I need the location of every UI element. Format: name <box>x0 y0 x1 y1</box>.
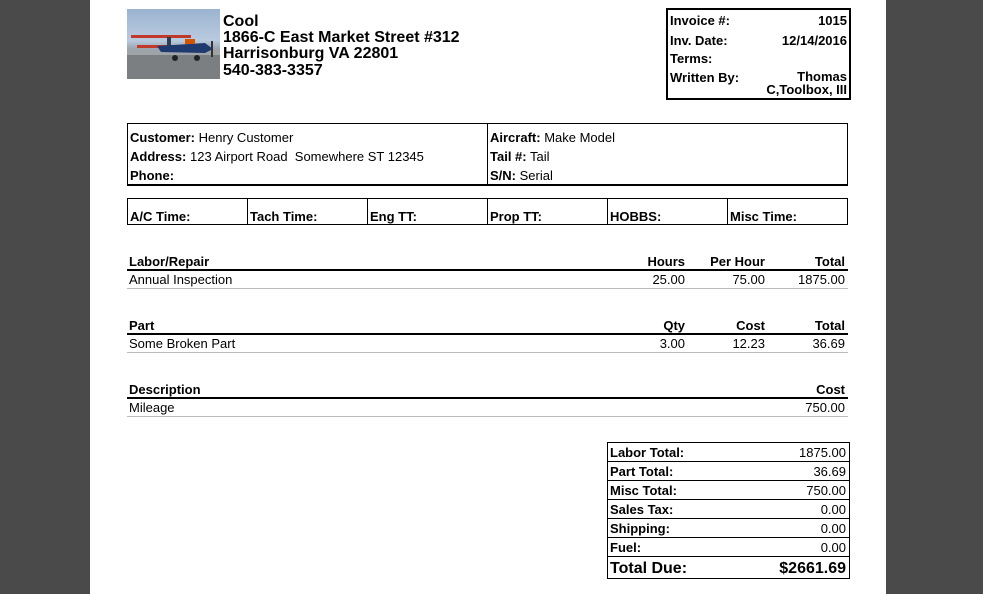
address-line <box>130 149 424 164</box>
labor-row <box>127 271 848 289</box>
customer-address: 123 Airport Road Somewhere ST 12345 <box>189 149 424 164</box>
misc-item: Mileage <box>129 400 175 415</box>
written-by-value <box>766 70 847 96</box>
ac-time-label: A/C Time: <box>130 209 191 224</box>
shipping-row <box>608 519 849 538</box>
misc-col-description: Description <box>129 382 201 397</box>
sales-tax-label: Sales Tax: <box>610 502 674 517</box>
labor-total: 1875.00 <box>798 272 845 287</box>
prop-tt-label: Prop TT: <box>487 199 607 224</box>
misc-row <box>127 399 848 417</box>
customer-name: Henry Customer <box>198 130 294 145</box>
part-total-row <box>608 462 849 481</box>
tach-time-label: Tach Time: <box>247 199 367 224</box>
customer-label: Customer: <box>130 130 196 145</box>
part-total-value: 36.69 <box>813 464 846 479</box>
part-cost: 12.23 <box>732 336 765 351</box>
company-address-line2: Harrisonburg VA 22801 <box>223 45 399 62</box>
parts-col-part: Part <box>129 318 155 333</box>
company-address-line1: 1866-C East Market Street #312 <box>223 29 460 46</box>
invoice-number: 1015 <box>818 13 847 28</box>
labor-item: Annual Inspection <box>129 272 233 287</box>
total-due-label: Total Due: <box>610 560 688 577</box>
part-qty: 3.00 <box>659 336 685 351</box>
written-by-line1: Thomas <box>797 69 847 84</box>
invoice-info-box <box>666 8 851 100</box>
aircraft-line <box>490 130 615 145</box>
address-label: Address: <box>130 149 187 164</box>
customer-line <box>130 130 293 145</box>
parts-col-qty: Qty <box>663 318 685 333</box>
labor-col-hours: Hours <box>647 254 685 269</box>
fuel-value: 0.00 <box>820 540 846 555</box>
phone-label: Phone: <box>130 168 175 183</box>
labor-col-total: Total <box>814 254 845 269</box>
labor-rate: 75.00 <box>732 272 765 287</box>
misc-col-cost: Cost <box>816 382 845 397</box>
terms-label: Terms: <box>670 51 713 66</box>
part-total: 36.69 <box>812 336 845 351</box>
total-due-row <box>608 556 849 578</box>
totals-box <box>607 442 850 579</box>
misc-total-value: 750.00 <box>806 483 846 498</box>
parts-col-total: Total <box>814 318 845 333</box>
phone-line <box>130 168 174 183</box>
sn-value: Serial <box>519 168 553 183</box>
part-total-label: Part Total: <box>610 464 674 479</box>
sales-tax-value: 0.00 <box>820 502 846 517</box>
misc-time-label: Misc Time: <box>727 199 847 224</box>
misc-total-label: Misc Total: <box>610 483 677 498</box>
company-phone: 540-383-3357 <box>223 62 323 79</box>
labor-total-row <box>608 443 849 462</box>
misc-header <box>127 381 848 399</box>
eng-tt-label: Eng TT: <box>367 199 487 224</box>
shipping-label: Shipping: <box>610 521 670 536</box>
labor-col-description: Labor/Repair <box>129 254 210 269</box>
invoice-page <box>90 0 886 594</box>
aircraft-label: Aircraft: <box>490 130 541 145</box>
hobbs-label: HOBBS: <box>607 199 727 224</box>
total-due-value: $2661.69 <box>779 560 846 577</box>
customer-aircraft-divider <box>487 124 488 184</box>
labor-total-value: 1875.00 <box>799 445 846 460</box>
parts-row <box>127 335 848 353</box>
written-by-label: Written By: <box>670 70 740 85</box>
sn-label: S/N: <box>490 168 516 183</box>
misc-total-row <box>608 481 849 500</box>
fuel-row <box>608 538 849 556</box>
parts-header <box>127 317 848 335</box>
sn-line <box>490 168 553 183</box>
labor-total-label: Labor Total: <box>610 445 685 460</box>
tail-line <box>490 149 550 164</box>
aircraft-value: Make Model <box>544 130 616 145</box>
tail-value: Tail <box>530 149 550 164</box>
customer-aircraft-box <box>127 123 848 186</box>
parts-col-cost: Cost <box>736 318 765 333</box>
company-logo-photo <box>127 9 220 79</box>
invoice-date-label: Inv. Date: <box>670 33 728 48</box>
times-box <box>127 198 848 225</box>
part-item: Some Broken Part <box>129 336 236 351</box>
company-name: Cool <box>223 13 259 30</box>
invoice-number-label: Invoice #: <box>670 13 730 28</box>
tail-label: Tail #: <box>490 149 527 164</box>
labor-header <box>127 253 848 271</box>
shipping-value: 0.00 <box>820 521 846 536</box>
invoice-date: 12/14/2016 <box>781 33 847 48</box>
sales-tax-row <box>608 500 849 519</box>
written-by-line2: C,Toolbox, III <box>766 82 847 97</box>
labor-hours: 25.00 <box>652 272 685 287</box>
labor-col-per-hour: Per Hour <box>710 254 765 269</box>
misc-cost: 750.00 <box>805 400 845 415</box>
fuel-label: Fuel: <box>610 540 642 555</box>
